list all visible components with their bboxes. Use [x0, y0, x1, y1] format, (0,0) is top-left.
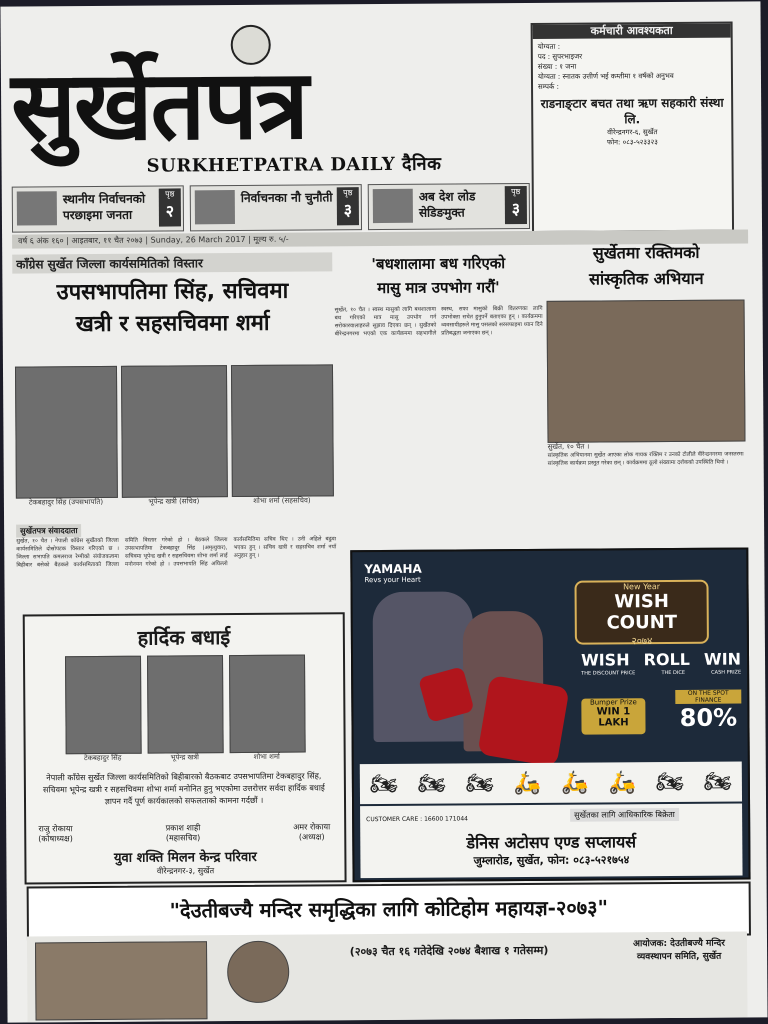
greeting-org: युवा शक्ति मिलन केन्द्र परिवार	[113, 849, 257, 866]
kotihom-ad	[27, 931, 748, 1022]
yamaha-tagline: Revs your Heart	[364, 575, 421, 585]
scooter-icon: 🛵	[608, 769, 637, 795]
teaser-text: स्थानीय निर्वाचनको परछाइमा जनता	[62, 191, 146, 223]
teaser-thumbnail	[17, 191, 57, 225]
greeting-caption-2: भूपेन्द्र खत्री	[170, 753, 199, 762]
dice-icon-large	[477, 675, 569, 767]
classified-heading: कर्मचारी आवश्यकता	[533, 24, 731, 39]
story-middle-headline-2: मासु मात्र उपभोग गरौं'	[377, 278, 500, 298]
wish-count-badge: New Year WISH COUNT २०७४	[574, 580, 708, 645]
story-left-headline-2: खत्री र सहसचिवमा शर्मा	[75, 310, 270, 338]
teaser-3[interactable]	[368, 183, 530, 230]
greeting-signatories: राजु रोकाया (कोषाध्यक्ष) प्रकाश शाही (महासचिव) अमर रोकाया (अध्यक्ष)	[38, 822, 331, 844]
classified-post: पद : सुपरभाइजर	[537, 52, 583, 61]
dateline: वर्ष ६ अंक १६० | आइतबार, ११ चैत २०७३ | Sunday, 26 March 2017 | मूल्य रु. ५/-	[12, 229, 748, 248]
caption-vice-chair: टेकबहादुर सिंह (उपसभापति)	[28, 497, 104, 507]
greeting-ad	[23, 612, 347, 884]
motorcycle-icon: 🏍	[465, 770, 494, 796]
story-left-kicker: काँग्रेस सुर्खेत जिल्ला कार्यसमितिको विस्तार	[12, 252, 332, 273]
dealer-tag: सुर्खेतका लागि आधिकारिक बिक्रेता	[570, 808, 679, 822]
photo-secretary	[121, 365, 228, 498]
kotihom-dates: (२०७३ चैत १६ गतेदेखि २०७४ बैशाख १ गतेसम्म)	[349, 943, 549, 959]
bumper-prize-badge: Bumper Prize WIN 1 LAKH	[581, 698, 645, 734]
kotihom-organizer: आयोजक: देउतीबज्यै मन्दिर व्यवस्थापन समिति, सुर्खेत	[633, 938, 725, 963]
masthead	[11, 23, 522, 187]
newspaper-title: सुर्खेतपत्र	[10, 47, 308, 163]
yamaha-brand: YAMAHA	[364, 561, 422, 577]
story-right-body: सांस्कृतिक अभियानमा सुर्खेत आएका लोक गायक रक्तिम र उनको टोलीले वीरेन्द्रनगरमा जनस्तरमा सांस्कृतिक कार्यक्रम प्रस्तुत गरेका छन् । कार्यक्रममा ठूलो संख्यामा दर्शकको उपस्थिति थियो ।	[547, 451, 744, 467]
yamaha-ad	[350, 547, 750, 882]
story-middle-headline-1: 'बधशालामा बध गरिएको	[371, 254, 506, 274]
classified-address: वीरेन्द्रनगर-६, सुर्खेत	[607, 128, 658, 137]
motorcycle-icon: 🏍	[703, 769, 732, 795]
caption-joint-secretary: शोभा शर्मा (सहसचिव)	[253, 496, 311, 505]
finance-badge: ON THE SPOT FINANCE 80%	[675, 690, 741, 732]
classified-count: संख्या : १ जना	[537, 62, 577, 71]
customer-care: CUSTOMER CARE : 16600 171044	[366, 815, 468, 824]
story-left-byline: सुर्खेतपत्र संवाददाता	[16, 524, 81, 537]
caption-secretary: भूपेन्द्र खत्री (सचिव)	[148, 497, 200, 506]
story-right-text	[548, 441, 745, 541]
motorcycle-icon: 🏍	[369, 771, 398, 797]
classified-qualification: योग्यता : स्नातक उत्तीर्ण भई कम्तीमा १ वर्षको अनुभव	[537, 71, 674, 81]
wish-roll-win-sub: THE DISCOUNT PRICE THE DICE CASH PRIZE	[581, 669, 742, 677]
story-middle	[334, 251, 544, 546]
teaser-text: निर्वाचनका नौ चुनौती	[240, 190, 333, 205]
teaser-text: अब देश लोड सेडिङमुक्त	[418, 189, 476, 220]
teaser-thumbnail	[373, 189, 413, 223]
kotihom-banner: "देउतीबज्यै मन्दिर समृद्धिका लागि कोटिहोम महायज्ञ-२०७३"	[27, 881, 751, 940]
teaser-2[interactable]	[190, 184, 362, 231]
story-right-headline-1: सुर्खेतमा रक्तिमको	[592, 242, 700, 263]
greeting-title: हार्दिक बधाई	[137, 625, 231, 650]
greeting-caption-1: टेकबहादुर सिंह	[83, 753, 122, 763]
greeting-photo-1	[65, 656, 142, 755]
story-left-body: सुर्खेत, १० चैत । नेपाली काँग्रेस सुर्खेतको जिल्ला कार्यसमितिले दोस्रोपटक विस्तार गरिएको छ । जिल्ला सभापति कमलराज रेग्मीको संयोजकत्वमा बिहीबार बसेको बैठकले कार्यसमिताको जिल्ला समिति विस्तार गरेको हो । बैठकले जिल्ला उपसभापतिमा टेकबहादुर सिंह (अमृत्युवार), सचिवमा भूपेन्द्र खत्री र सहसचिवमा शोभा शर्मा लाई मनोनयन गरेको हो । उपसभापति सिंह अघिल्लो कार्यसमितिमा सचिव थिए । उनी अहिले बढुवा भएका हुन् । सचिव खत्री र सहसचिव शर्मा नयाँ अनुहार हुन् ।	[16, 536, 337, 569]
story-left-text	[16, 516, 337, 610]
scooter-icon: 🛵	[561, 770, 589, 796]
greeting-body: नेपाली काँग्रेस सुर्खेत जिल्ला कार्यसमितिको बिहीबारको बैठकबाट उपसभापतिमा टेकबहादुर सिंह, सचिवमा भूपेन्द्र खत्री र सहसचिवमा शोभा शर्मा मनोनित हुनु भएकोमा उत्तरोत्तर सर्वदा हार्दिक बधाई ज्ञापन गर्दै पूर्ण कार्यकालको सफलताको कामना गर्दछौं ।	[42, 771, 325, 806]
story-right	[546, 239, 746, 292]
scooter-icon: 🛵	[513, 770, 542, 796]
teaser-thumbnail	[195, 190, 235, 224]
newspaper-subtitle: SURKHETPATRA DAILY दैनिक	[146, 153, 442, 177]
photo-vice-chair	[15, 366, 118, 499]
classified-contact: सम्पर्क :	[538, 82, 559, 91]
story-middle-body: सुर्खेत, १० चैत । स्वस्थ मासुको लागि बधशालामा बध गरिएको मात्र मासु उपभोग गर्न सरोकारवालाहरुले सुझाव दिएका छन् । सुर्खेतको बीरेन्द्रनगरमा भएको एक कार्यक्रममा सहभागीले स्वस्थ, सफा मासुको बिक्री वितरणका लागि उपभोक्ता सचेत हुनुपर्ने बताएका हुन् । कार्यक्रममा व्यवसायीहरुले मासु पसलको सरसफाइमा ध्यान दिने प्रतिबद्धता जनाएका छन् ।	[334, 305, 543, 338]
greeting-photo-2	[147, 655, 224, 754]
classified-org: राडनाङ्टार बचत तथा ऋण सहकारी संस्था लि.	[540, 95, 724, 127]
teaser-page: पृष्ठ ३	[337, 187, 359, 225]
teaser-1[interactable]	[12, 185, 184, 232]
greeting-address: वीरेन्द्रनगर-३, सुर्खेत	[156, 866, 215, 876]
motorcycle-icon: 🏍	[417, 771, 446, 797]
greeting-caption-3: शोभा शर्मा	[253, 752, 280, 761]
temple-photo	[35, 941, 208, 1020]
teaser-page: पृष्ठ ३	[505, 186, 527, 224]
classified-phone: फोन: ०८३-५२३३२३	[606, 138, 658, 147]
teaser-page: पृष्ठ २	[159, 188, 181, 226]
bike-lineup	[360, 762, 742, 805]
greeting-photo-3	[229, 655, 306, 754]
model-man	[373, 591, 474, 742]
dealer-block	[360, 804, 742, 879]
story-left-headline-1: उपसभापतिमा सिंह, सचिवमा	[56, 278, 289, 306]
priest-photo	[227, 941, 289, 1003]
classified-label: योग्यता :	[537, 42, 561, 51]
dealer-name: डेनिस अटोसप एण्ड सप्लायर्स	[466, 832, 637, 853]
wish-roll-win: WISH ROLL WIN	[580, 649, 742, 670]
dealer-address: जुम्लारोड, सुर्खेत, फोन: ०८३-५२१७५४	[473, 853, 630, 868]
story-right-caption: सुर्खेत, १० चैत ।	[547, 442, 590, 451]
photo-cultural-campaign	[547, 299, 746, 442]
motorcycle-icon: 🏍	[655, 769, 684, 795]
classified-ad	[531, 22, 734, 233]
newspaper-page	[0, 1, 767, 1022]
story-right-headline-2: सांस्कृतिक अभियान	[589, 268, 704, 289]
photo-joint-secretary	[231, 364, 334, 497]
story-left	[12, 252, 333, 341]
